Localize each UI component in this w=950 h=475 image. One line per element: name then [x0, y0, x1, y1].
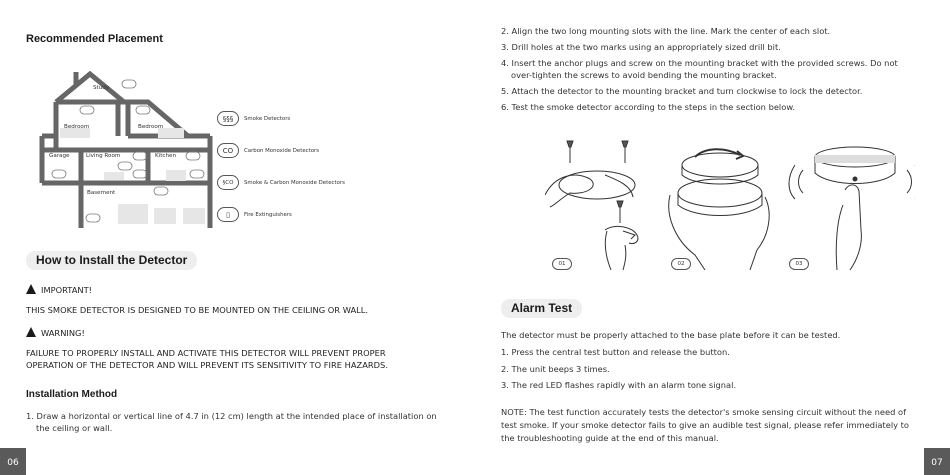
legend-smoke-co: [217, 175, 345, 190]
note-line1: NOTE: The test function accurately tests the detector's smoke sensing circuit without the need of: [501, 407, 907, 417]
installation-illustration: [545, 135, 915, 275]
step2: 2. Align the two long mounting slots with the line. Mark the center of each slot.: [501, 26, 831, 36]
method-heading: Installation Method: [26, 389, 118, 400]
legend-smoke: [217, 111, 290, 126]
room-bedroom-right: Bedroom: [138, 124, 164, 130]
step5: 5. Attach the detector to the mounting bracket and turn clockwise to lock the detector.: [501, 86, 863, 96]
step3: 3. Drill holes at the two marks using an appropriately sized drill bit.: [501, 42, 781, 52]
legend-label-extinguisher: Fire Extinguishers: [244, 211, 292, 218]
warning-text-line2: OPERATION OF THE DETECTOR AND WILL PREVENT ITS SENSITIVITY TO FIRE HAZARDS.: [26, 360, 388, 370]
warning-icon: [26, 327, 36, 337]
important-text: THIS SMOKE DETECTOR IS DESIGNED TO BE MOUNTED ON THE CEILING OR WALL.: [26, 305, 369, 315]
note-line2: test smoke. If your smoke detector fails to give an audible test signal, please refer immediately to: [501, 420, 910, 430]
room-study: Study: [93, 85, 110, 91]
placement-heading: Recommended Placement: [26, 33, 163, 45]
step4-line1: 4. Insert the anchor plugs and screw on the mounting bracket with the provided screws. Do not: [501, 58, 898, 68]
step1-line1: 1. Draw a horizontal or vertical line of 4.7 in (12 cm) length at the intended place of installation on: [26, 411, 437, 421]
co-detector-icon: CO: [217, 143, 239, 158]
page-number-right: 07: [924, 448, 950, 475]
warning-icon: [26, 284, 36, 294]
warning-label: WARNING!: [41, 328, 85, 338]
important-label: IMPORTANT!: [41, 285, 93, 295]
room-garage: Garage: [49, 153, 70, 159]
note-line3: the troubleshooting guide at the end of this manual.: [501, 433, 719, 443]
smoke-detector-icon: §§§: [217, 111, 239, 126]
alarm-step2: 2. The unit beeps 3 times.: [501, 364, 610, 374]
room-bedroom-left: Bedroom: [64, 124, 90, 130]
step1-line2: the ceiling or wall.: [36, 423, 113, 433]
legend-label-smoke-co: Smoke & Carbon Monoxide Detectors: [244, 179, 345, 186]
right-page: [475, 0, 950, 475]
legend-label-smoke: Smoke Detectors: [244, 115, 291, 122]
important-notice: [26, 284, 92, 297]
figure-label-01: 01: [552, 258, 572, 270]
alarm-step1: 1. Press the central test button and release the button.: [501, 347, 730, 357]
page-number-left: 06: [0, 448, 26, 475]
fire-extinguisher-icon: ▯: [217, 207, 239, 222]
room-kitchen: Kitchen: [155, 153, 177, 159]
room-basement: Basement: [87, 190, 116, 196]
figure-label-02: 02: [671, 258, 691, 270]
step6: 6. Test the smoke detector according to the steps in the section below.: [501, 102, 795, 112]
legend-label-co: Carbon Monoxide Detectors: [244, 147, 320, 154]
room-living-room: Living Room: [86, 153, 121, 159]
figure-label-03: 03: [789, 258, 809, 270]
alarm-step3: 3. The red LED flashes rapidly with an alarm tone signal.: [501, 380, 737, 390]
install-heading: How to Install the Detector: [26, 251, 197, 270]
legend-co: [217, 143, 319, 158]
warning-notice: [26, 327, 85, 340]
warning-text-line1: FAILURE TO PROPERLY INSTALL AND ACTIVATE THIS DETECTOR WILL PREVENT PROPER: [26, 348, 386, 358]
smoke-co-detector-icon: §CO: [217, 175, 239, 190]
house-diagram: [38, 70, 213, 228]
step4-line2: over-tighten the screws to avoid bending the mounting bracket.: [511, 70, 777, 80]
alarm-heading: Alarm Test: [501, 299, 582, 318]
alarm-intro: The detector must be properly attached to the base plate before it can be tested.: [501, 330, 841, 340]
legend-extinguisher: [217, 207, 292, 222]
